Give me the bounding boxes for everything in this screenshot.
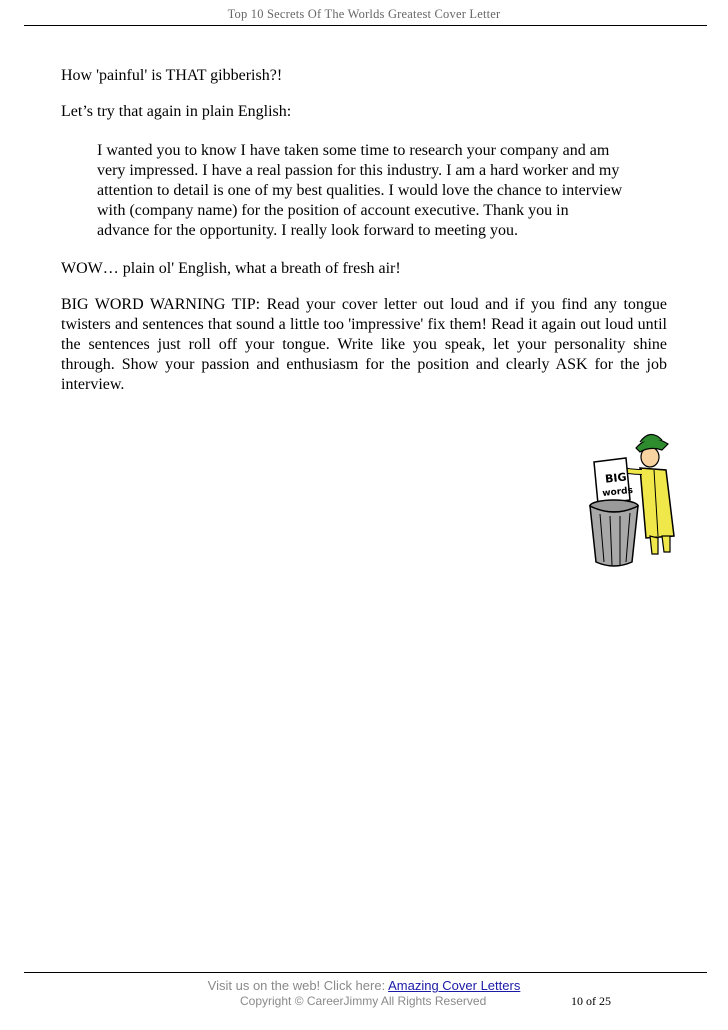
header-divider — [24, 25, 707, 26]
footer-visit — [0, 978, 728, 993]
footer-visit-text: Visit us on the web! Click here: — [207, 978, 389, 993]
footer-divider — [24, 972, 707, 973]
quote-line: with (company name) for the position of account executive. Thank you in — [97, 202, 569, 219]
big-words-trash-illustration — [580, 428, 676, 570]
footer-copyright: Copyright © CareerJimmy All Rights Reserved — [240, 994, 487, 1008]
paragraph-wow: WOW… plain ol' English, what a breath of fresh air! — [61, 260, 401, 277]
trash-can-icon — [590, 500, 638, 566]
paragraph-intro: Let’s try that again in plain English: — [61, 103, 292, 120]
paragraph-tip: BIG WORD WARNING TIP: Read your cover letter out loud and if you find any tongue twisters and sentences that sound a little too 'impressive' fix them! Read it again out loud until the sentences just roll off your tongue. Write like you speak, let your personality shine through. Show your passion and enthusiasm for the position and clearly ASK for the job interview. — [61, 296, 667, 393]
header-title: Top 10 Secrets Of The Worlds Greatest Cover Letter — [227, 7, 501, 21]
quote-line: attention to detail is one of my best qualities. I would love the chance to interview — [97, 182, 623, 199]
quote-line: advance for the opportunity. I really look forward to meeting you. — [97, 222, 519, 239]
example-letter-quote — [97, 141, 667, 241]
amazing-cover-letters-link[interactable]: Amazing Cover Letters — [388, 978, 521, 993]
sign-words-text: words — [601, 485, 634, 500]
sign-big-text: BIG — [604, 470, 628, 486]
page-number: 10 of 25 — [571, 994, 611, 1008]
paragraph-question: How 'painful' is THAT gibberish?! — [61, 67, 283, 84]
quote-line: I wanted you to know I have taken some time to research your company and am — [97, 142, 610, 159]
paper-sign-icon — [594, 458, 633, 504]
quote-line: very impressed. I have a real passion for this industry. I am a hard worker and my — [97, 162, 620, 179]
